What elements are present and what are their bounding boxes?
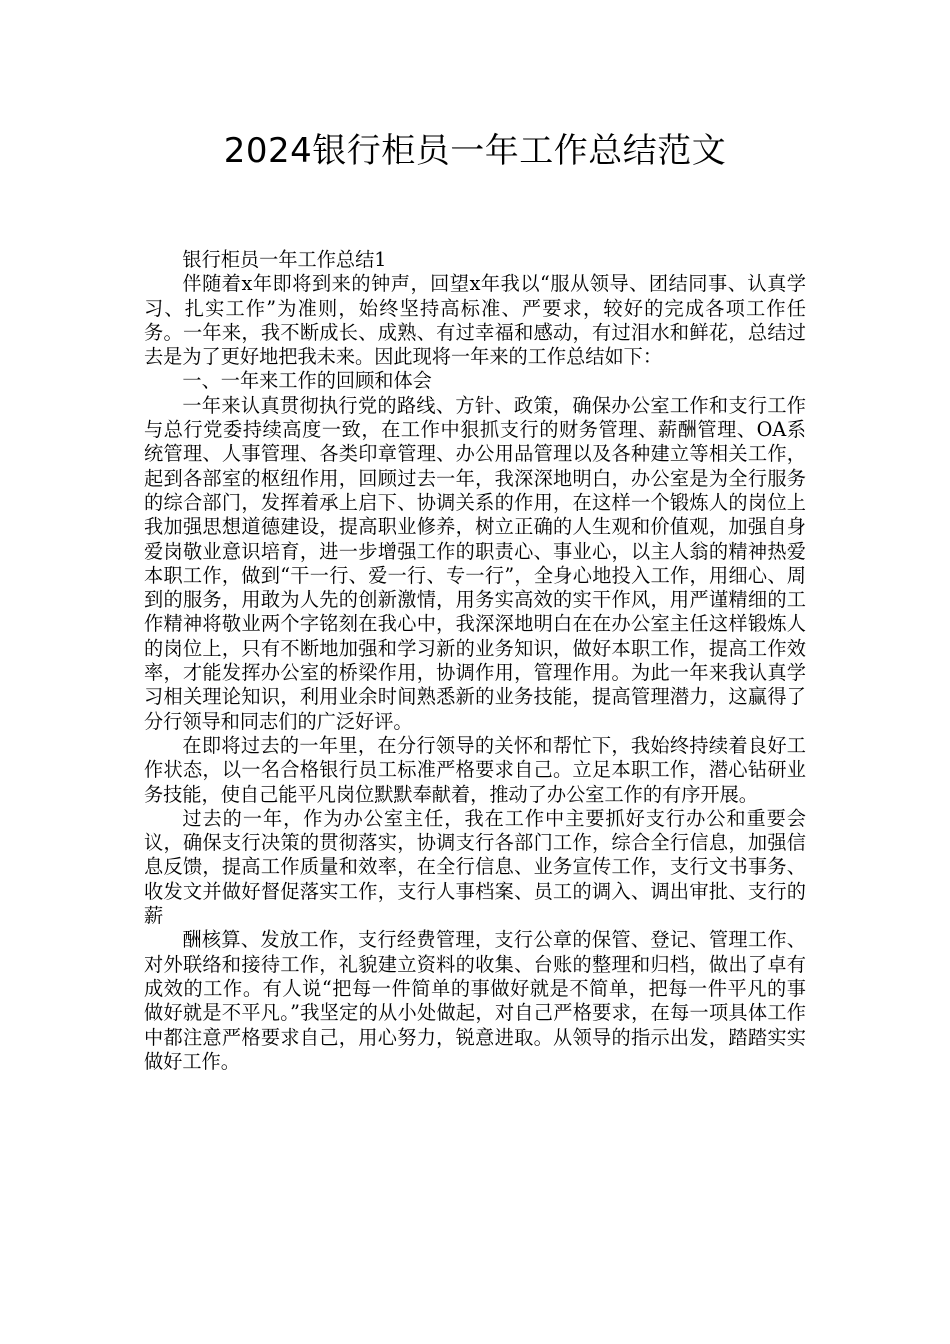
subsection-heading: 一、一年来工作的回顾和体会 — [182, 369, 432, 393]
section-heading: 银行柜员一年工作总结1 — [182, 248, 387, 271]
body-paragraph: 伴随着x年即将到来的钟声，回望x年我以“服从领导、团结同事、认真学习、扎实工作”为准则，始终坚持高标准、严要求，较好的完成各项工作任务。一年来，我不断成长、成熟、有过幸福和感动，有过泪水和鲜花，总结过去是为了更好地把我未来。因此现将一年来的工作总结如下： — [144, 272, 806, 369]
body-paragraph: 一年来认真贯彻执行党的路线、方针、政策，确保办公室工作和支行工作与总行党委持续高度一致，在工作中狠抓支行的财务管理、薪酬管理、OA系统管理、人事管理、各类印章管理、办公用品管理以及各种建立等相关工作，起到各部室的枢纽作用，回顾过去一年，我深深地明白，办公室是为全行服务的综合部门，发挥着承上启下、协调关系的作用，在这样一个锻炼人的岗位上我加强思想道德建设，提高职业修养，树立正确的人生观和价值观，加强自身爱岗敬业意识培育，进一步增强工作的职责心、事业心，以主人翁的精神热爱本职工作，做到“干一行、爱一行、专一行”，全身心地投入工作，用细心、周到的服务，用敢为人先的创新激情，用务实高效的实干作风，用严谨精细的工作精神将敬业两个字铭刻在我心中，我深深地明白在在办公室主任这样锻炼人的岗位上，只有不断地加强和学习新的业务知识，做好本职工作，提高工作效率，才能发挥办公室的桥梁作用，协调作用，管理作用。为此一年来我认真学习相关理论知识，利用业余时间熟悉新的业务技能，提高管理潜力，这赢得了分行领导和同志们的广泛好评。 — [144, 393, 806, 733]
document-body — [144, 248, 806, 1074]
body-paragraph: 过去的一年，作为办公室主任，我在工作中主要抓好支行办公和重要会议，确保支行决策的贯彻落实，协调支行各部门工作，综合全行信息，加强信息反馈，提高工作质量和效率，在全行信息、业务宣传工作，支行文书事务、收发文并做好督促落实工作，支行人事档案、员工的调入、调出审批、支行的薪 — [144, 806, 806, 928]
document-title: 2024银行柜员一年工作总结范文 — [223, 131, 727, 171]
body-paragraph: 酬核算、发放工作，支行经费管理，支行公章的保管、登记、管理工作、对外联络和接待工作，礼貌建立资料的收集、台账的整理和归档，做出了卓有成效的工作。有人说“把每一件简单的事做好就是不简单，把每一件平凡的事做好就是不平凡。”我坚定的从小处做起，对自己严格要求，在每一项具体工作中都注意严格要求自己，用心努力，锐意进取。从领导的指示出发，踏踏实实做好工作。 — [144, 928, 806, 1073]
body-paragraph: 在即将过去的一年里，在分行领导的关怀和帮忙下，我始终持续着良好工作状态，以一名合格银行员工标准严格要求自己。立足本职工作，潜心钻研业务技能，使自己能平凡岗位默默奉献着，推动了办公室工作的有序开展。 — [144, 733, 806, 806]
